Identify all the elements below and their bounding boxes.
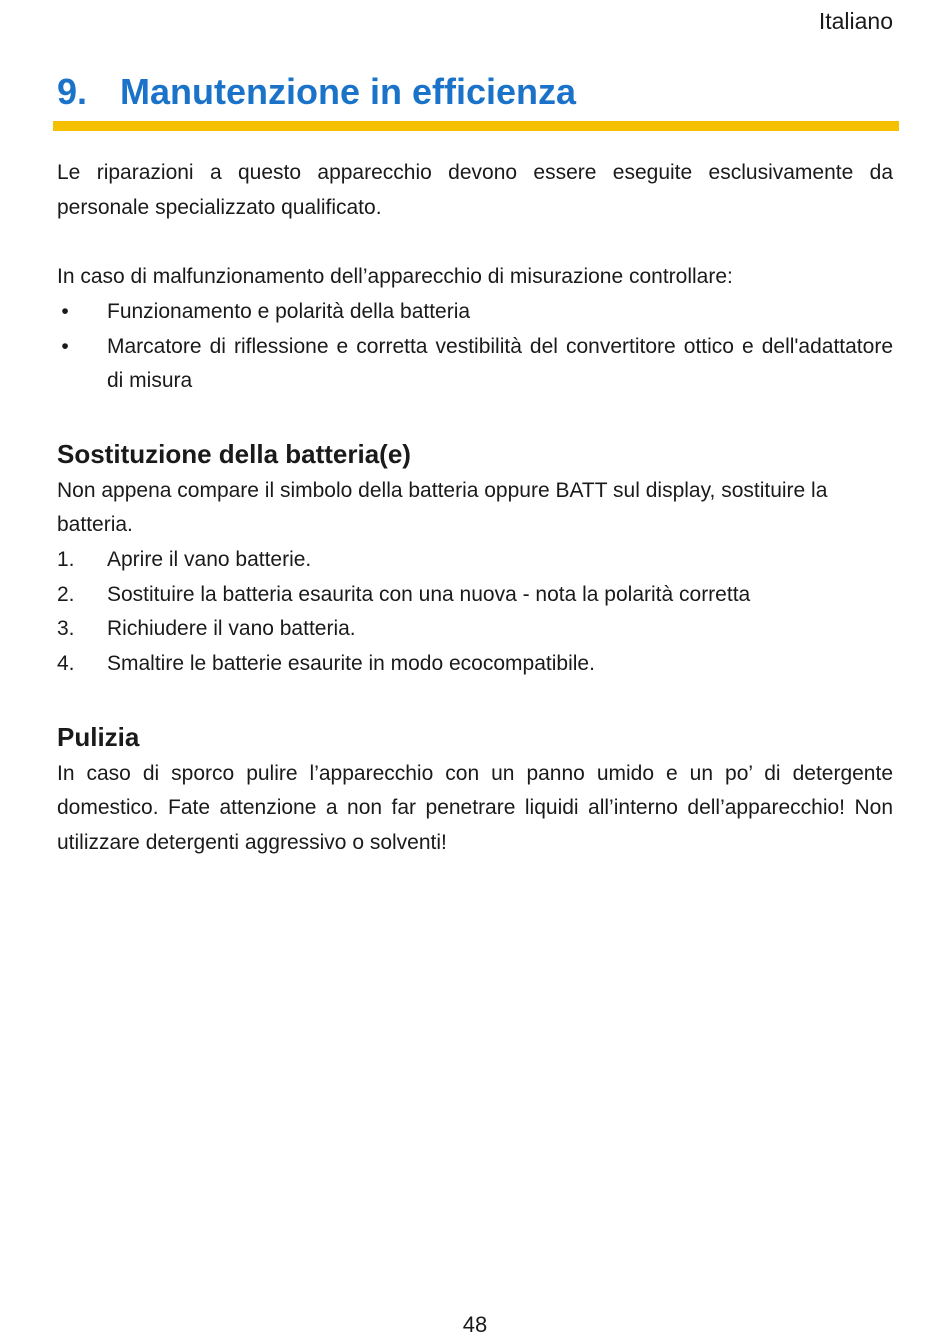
malfunction-list (57, 295, 893, 399)
step-item (57, 543, 893, 578)
step-number: 3. (57, 617, 75, 641)
chapter-title (57, 70, 576, 114)
list-item-text: Funzionamento e polarità della batteria (107, 299, 471, 323)
step-number: 2. (57, 582, 75, 606)
malfunction-lead: In caso di malfunzionamento dell’apparecchio di misurazione controllare: (57, 265, 733, 289)
spacer (57, 399, 893, 434)
chapter-number: 9. (57, 71, 88, 112)
step-text: Aprire il vano batterie. (107, 548, 312, 571)
step-item (57, 578, 893, 613)
list-item-text: Marcatore di riflessione e corretta vestibilità del convertitore ottico e dell'adattatore di misura (107, 334, 893, 393)
list-item (57, 330, 893, 399)
chapter-title-text: Manutenzione in efficienza (120, 71, 577, 112)
step-text: Richiudere il vano batteria. (107, 617, 356, 641)
intro-paragraph: Le riparazioni a questo apparecchio devono essere eseguite esclusivamente da personale specializzato qualificato. (57, 161, 893, 219)
step-number: 4. (57, 652, 75, 676)
step-number: 1. (57, 548, 75, 571)
page-content (57, 156, 893, 861)
step-text: Sostituire la batteria esaurita con una nuova - nota la polarità corretta (107, 582, 751, 606)
step-item (57, 647, 893, 682)
battery-lead: Non appena compare il simbolo della batteria oppure BATT sul display, sostituire la batteria. (57, 478, 828, 537)
cleaning-paragraph: In caso di sporco pulire l’apparecchio con un panno umido e un po’ di detergente domestico. Fate attenzione a non far penetrare liquidi all’interno dell’apparecchio! Non utilizzare detergenti aggressivo o solventi! (57, 761, 893, 854)
language-label: Italiano (818, 8, 893, 34)
bullet-icon: • (61, 299, 69, 323)
spacer (57, 225, 893, 260)
cleaning-heading: Pulizia (57, 721, 140, 752)
step-text: Smaltire le batterie esaurite in modo ecocompatibile. (107, 652, 595, 676)
battery-heading: Sostituzione della batteria(e) (57, 438, 411, 469)
bullet-icon: • (61, 334, 69, 358)
battery-steps (57, 543, 893, 682)
spacer (57, 682, 893, 717)
page-number: 48 (462, 1312, 488, 1337)
title-underline (53, 121, 899, 131)
list-item (57, 295, 893, 330)
step-item (57, 612, 893, 647)
